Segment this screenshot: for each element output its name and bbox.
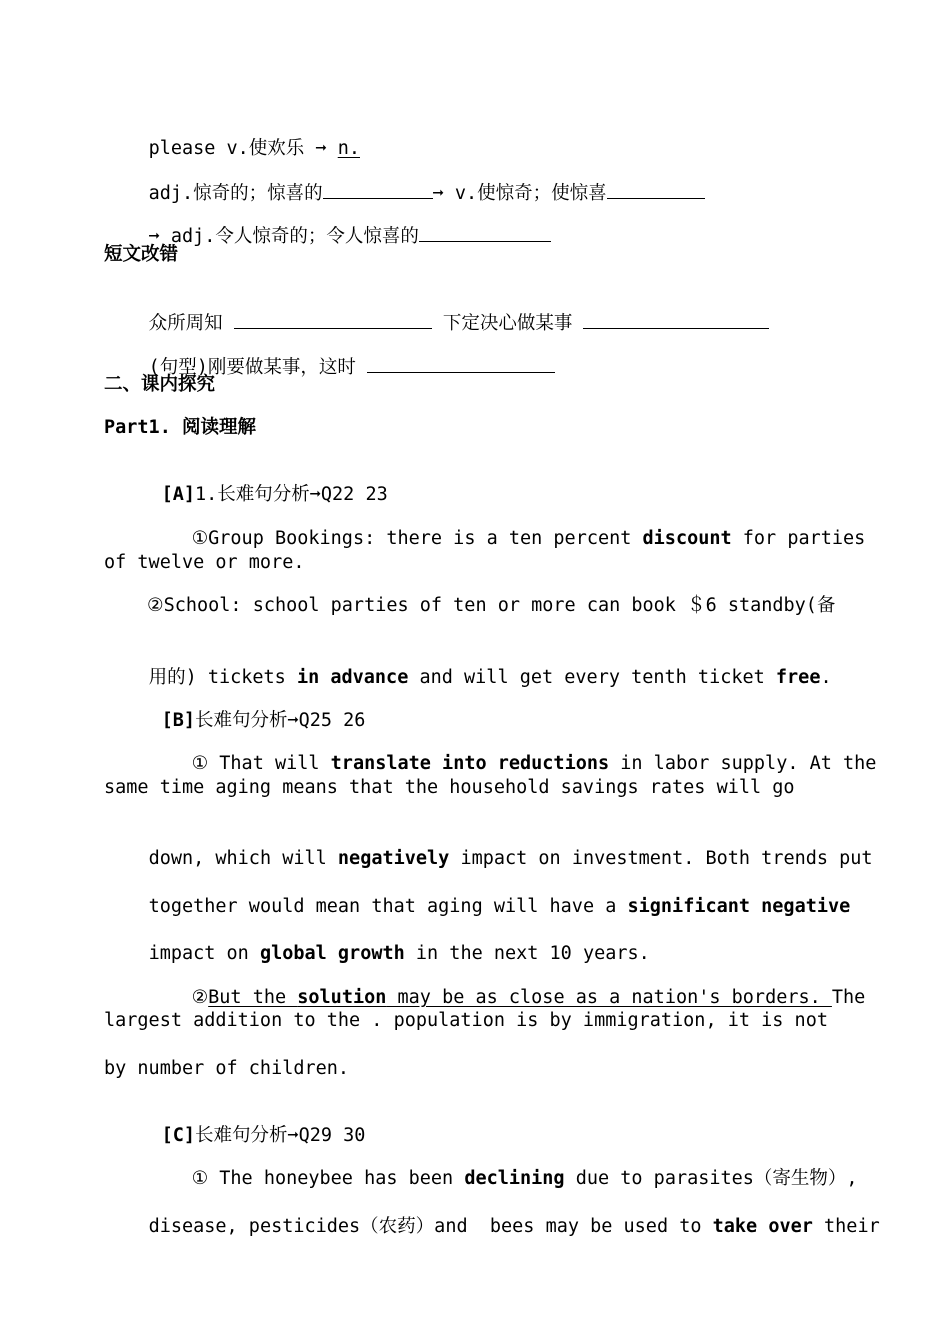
adj-surprised-blank [323, 180, 433, 199]
keyword-discount: discount [642, 528, 732, 549]
b-s1-text-l: in the next 10 years. [404, 943, 650, 964]
pattern-blank [367, 354, 555, 373]
section-2-title: 二、课内探究 [104, 374, 216, 395]
keyword-in-advance: in advance [296, 667, 409, 688]
adj-surprising-blank [419, 223, 551, 242]
b-s2-text-b: But the [208, 987, 298, 1008]
a-s1-line-2: of twelve or more. [104, 552, 305, 573]
keyword-negatively: negatively [337, 848, 450, 869]
keyword-translate-into-reductions: translate into reductions [330, 753, 610, 774]
c-s1-line-2 [104, 1191, 880, 1263]
part1-title: Part1. 阅读理解 [104, 417, 256, 438]
b-s1-text-a: ① That will [191, 753, 331, 774]
b-s2-text-d: may be as close as a nation's borders. [386, 987, 832, 1008]
c-s1-text-d: disease, pesticides（农药）and bees may be used to [148, 1216, 713, 1237]
b-s2-line-3: by number of children. [104, 1058, 350, 1079]
b-s2-number: ② [191, 987, 209, 1008]
a-s2-line-1: ②School: school parties of ten or more can book ＄6 standby(备 [147, 595, 836, 616]
section-b-label: [B] [161, 710, 195, 731]
noun-prefix: n. [337, 138, 360, 159]
c-s1-text-a: ① The honeybee has been [191, 1168, 465, 1189]
a-s1-text-c: for parties [731, 528, 866, 549]
determination-label: 下定决心做某事 [431, 313, 584, 334]
section-a-heading-text: 1.长难句分析➞Q22 23 [194, 484, 388, 505]
c-s1-text-f: their [812, 1216, 880, 1237]
b-s2-line-2: largest addition to the . population is by immigration, it is not [104, 1010, 828, 1031]
b-s2-text-e: The [831, 987, 866, 1008]
keyword-significant-negative: significant negative [627, 896, 851, 917]
adj-surprising-text: ➞ adj.令人惊奇的；令人惊喜的 [148, 226, 419, 247]
b-s1-text-e: down, which will [148, 848, 338, 869]
keyword-global-growth: global growth [259, 943, 405, 964]
determination-blank [583, 310, 769, 329]
b-s1-text-h: together would mean that aging will have a [148, 896, 628, 917]
keyword-free: free [775, 667, 821, 688]
c-s1-text-c: due to parasites（寄生物）, [564, 1168, 858, 1189]
a-s2-text-f: . [820, 667, 832, 688]
section-c-label: [C] [161, 1125, 195, 1146]
b-s1-text-g: impact on investment. Both trends put [449, 848, 873, 869]
a-s2-text-b: 用的) tickets [148, 667, 297, 688]
common-knowledge-blank [234, 310, 432, 329]
section-b-heading-text: 长难句分析➞Q25 26 [194, 710, 366, 731]
keyword-take-over: take over [712, 1216, 813, 1237]
a-s2-text-d: and will get every tenth ticket [408, 667, 776, 688]
verb-surprise-text: ➞ v.使惊奇；使惊喜 [432, 183, 607, 204]
verb-surprise-blank [607, 180, 705, 199]
b-s1-text-c: in labor supply. At the [609, 753, 877, 774]
b-s1-text-j: impact on [148, 943, 260, 964]
underlined-sentence [208, 987, 832, 1008]
adj-surprised-text: adj.惊奇的；惊喜的 [148, 183, 323, 204]
a-s1-text-a: ①Group Bookings: there is a ten percent [191, 528, 643, 549]
common-knowledge-label: 众所周知 [148, 313, 234, 334]
keyword-solution: solution [297, 987, 387, 1008]
pattern-label: (句型)刚要做某事，这时 [148, 357, 367, 378]
b-s1-line-2: same time aging means that the household savings rates will go [104, 777, 795, 798]
section-a-label: [A] [161, 484, 195, 505]
error-correction-title: 短文改错 [104, 244, 179, 265]
keyword-declining: declining [464, 1168, 565, 1189]
section-c-heading-text: 长难句分析➞Q29 30 [194, 1125, 366, 1146]
vocab-please-text: please v.使欢乐 ➞ [148, 138, 338, 159]
